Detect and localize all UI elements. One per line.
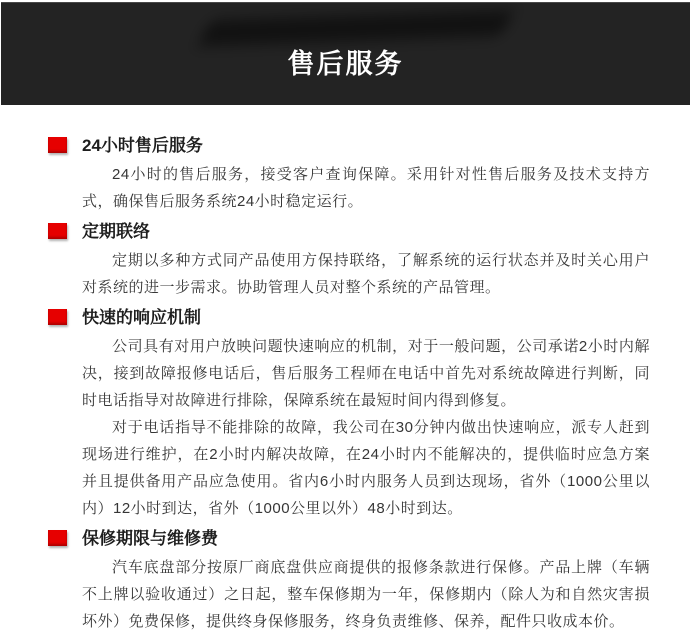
section-title: 24小时售后服务 xyxy=(82,136,203,155)
paragraph: 对于电话指导不能排除的故障，我公司在30分钟内做出快速响应，派专人赶到现场进行维护，在2小时内解决故障，在24小时内不能解决的，提供临时应急方案并且提供备用产品应急使用。省内6小时内服务人员到达现场，省外（1000公里以内）12小时到达，省外（1000公里以外）48小时到达。 xyxy=(82,419,650,517)
section-header xyxy=(82,305,650,331)
section-warranty xyxy=(82,526,650,635)
paragraph: 公司具有对用户放映问题快速响应的机制，对于一般问题，公司承诺2小时内解决，接到故障报修电话后，售后服务工程师在电话中首先对系统故障进行判断，同时电话指导对故障进行排除，保障系统在最短时间内得到修复。 xyxy=(82,338,650,409)
paragraph: 定期以多种方式同产品使用方保持联络，了解系统的运行状态并及时关心用户对系统的进一步需求。协助管理人员对整个系统的产品管理。 xyxy=(82,252,650,296)
red-square-bullet-icon xyxy=(48,530,67,546)
section-title: 定期联络 xyxy=(82,222,150,241)
section-regular-contact xyxy=(82,219,650,301)
red-square-bullet-icon xyxy=(48,309,67,325)
paragraph: 24小时的售后服务，接受客户查询保障。采用针对性售后服务及技术支持方式，确保售后服务系统24小时稳定运行。 xyxy=(82,166,650,210)
section-header xyxy=(82,526,650,552)
section-title: 保修期限与维修费 xyxy=(82,529,218,548)
section-header xyxy=(82,133,650,159)
after-sales-service-page xyxy=(0,2,691,642)
watermark-smudge xyxy=(198,10,513,46)
section-header xyxy=(82,219,650,245)
banner xyxy=(1,2,690,105)
section-title: 快速的响应机制 xyxy=(82,308,201,327)
page-title: 售后服务 xyxy=(287,49,404,79)
red-square-bullet-icon xyxy=(48,137,67,153)
paragraph: 汽车底盘部分按原厂商底盘供应商提供的报修条款进行保修。产品上牌（车辆不上牌以验收通过）之日起，整车保修期为一年，保修期内（除人为和自然灾害损坏外）免费保修，提供终身保修服务，终身负责维修、保养，配件只收成本价。 xyxy=(82,559,650,630)
section-quick-response xyxy=(82,305,650,522)
section-24h-service xyxy=(82,133,650,215)
red-square-bullet-icon xyxy=(48,223,67,239)
content xyxy=(0,105,691,635)
